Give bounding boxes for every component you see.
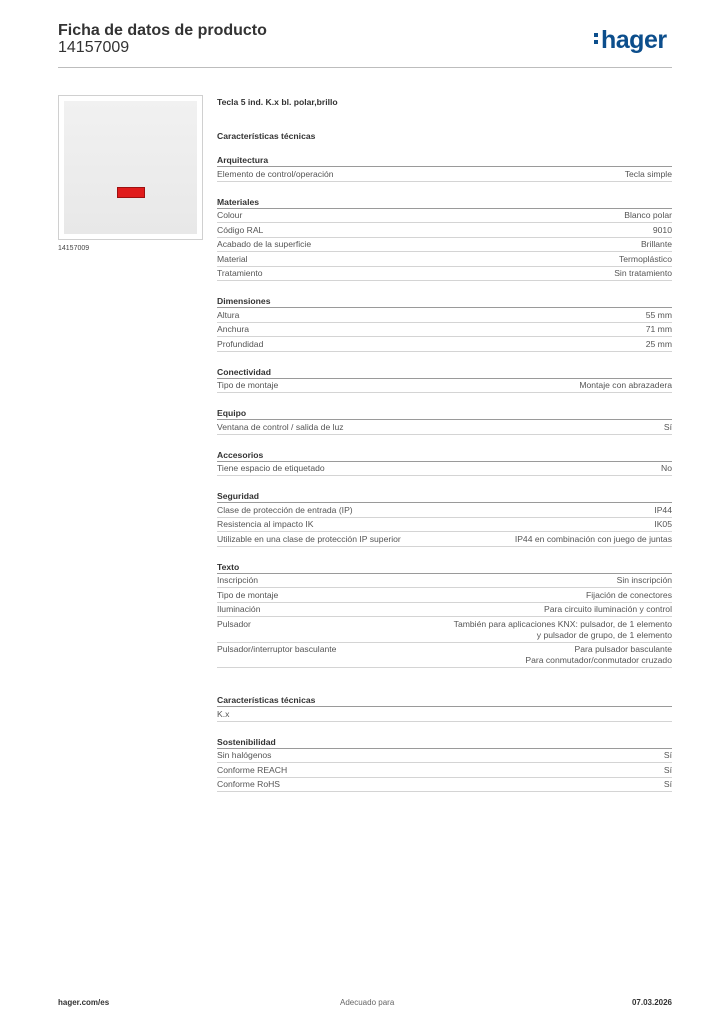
spec-value [654, 519, 672, 530]
spec-value-line: Para pulsador basculante [574, 644, 672, 654]
spec-value [454, 619, 672, 641]
spec-group [217, 736, 672, 793]
spec-value-line: Termoplástico [618, 253, 672, 264]
spec-value [614, 268, 672, 279]
spec-value [646, 339, 672, 350]
spec-value-line: Brillante [640, 239, 672, 249]
spec-label: Resistencia al impacto IK [217, 519, 314, 529]
spec-value-line: IP44 en combinación con juego de juntas [514, 533, 672, 544]
logo-dots-icon [594, 33, 599, 47]
spec-value-line: Montaje con abrazadera [579, 380, 672, 390]
spec-groups-secondary [217, 694, 672, 792]
spec-group [217, 366, 672, 394]
spec-group [217, 449, 672, 477]
spec-label: Pulsador [217, 618, 251, 629]
spec-group-title: Materiales [217, 196, 672, 209]
indicator-led-icon [117, 187, 145, 198]
spec-row [217, 643, 672, 669]
hager-logo: hager [594, 26, 667, 54]
spec-value-line: Fijación de conectores [586, 589, 672, 600]
spec-row [217, 252, 672, 267]
spec-group-title: Conectividad [217, 366, 672, 379]
spec-groups [217, 154, 672, 668]
spec-row [217, 588, 672, 603]
spec-value [617, 575, 672, 586]
spec-value [544, 604, 672, 615]
spec-row [217, 337, 672, 352]
spec-value [646, 310, 672, 321]
spec-value-line: 71 mm [645, 324, 672, 334]
spec-label: Material [217, 253, 248, 264]
spec-group-title: Seguridad [217, 490, 672, 503]
spec-value-line: También para aplicaciones KNX: pulsador, de 1 elemento [453, 618, 672, 629]
spec-value [625, 169, 672, 180]
spec-group-title: Dimensiones [217, 295, 672, 308]
spec-row [217, 462, 672, 477]
spec-label: Tipo de montaje [217, 589, 279, 600]
spec-label: Profundidad [217, 338, 264, 349]
spec-value [525, 644, 672, 666]
spec-value [653, 225, 672, 236]
spec-group-title: Arquitectura [217, 154, 672, 167]
spec-row [217, 617, 672, 643]
spec-label: Anchura [217, 324, 250, 334]
spec-content [217, 96, 672, 792]
spec-label: Pulsador/interruptor basculante [217, 644, 337, 654]
spec-value-line: IK05 [654, 519, 672, 529]
spec-value [624, 210, 672, 221]
spec-group [217, 490, 672, 547]
spec-label: Utilizable en una clase de protección IP superior [217, 533, 401, 544]
spec-row [217, 209, 672, 224]
spec-value-line: Sí [663, 750, 672, 760]
spec-value [664, 422, 672, 433]
spec-value-line: Tecla simple [624, 168, 672, 179]
footer-website: hager.com/es [58, 998, 110, 1007]
spec-group [217, 196, 672, 282]
spec-label: Altura [217, 309, 240, 320]
spec-label: K.x [217, 708, 230, 719]
spec-row [217, 238, 672, 253]
image-caption: 14157009 [58, 245, 90, 252]
spec-label: Tratamiento [217, 268, 263, 278]
spec-value [641, 239, 672, 250]
spec-group [217, 561, 672, 669]
spec-group-title: Sostenibilidad [217, 736, 672, 749]
spec-group [217, 154, 672, 182]
spec-value [515, 534, 672, 545]
spec-value-line: 25 mm [645, 338, 672, 349]
spec-row [217, 574, 672, 589]
spec-row [217, 223, 672, 238]
spec-value-line: Sin tratamiento [614, 268, 672, 278]
spec-group [217, 295, 672, 352]
footer-date: 07.03.2026 [631, 998, 672, 1007]
spec-value-line: Sí [663, 764, 672, 775]
spec-row [217, 267, 672, 282]
spec-value-line: Para conmutador/conmutador cruzado [525, 655, 672, 665]
spec-value [619, 254, 672, 265]
spec-label: Inscripción [217, 575, 259, 585]
spec-value [586, 590, 672, 601]
spec-label: Conforme REACH [217, 764, 288, 775]
switch-rocker [64, 101, 197, 234]
spec-value-line: 9010 [652, 224, 672, 235]
spec-group-title: Equipo [217, 407, 672, 420]
spec-row [217, 167, 672, 182]
spec-label: Elemento de control/operación [217, 168, 334, 179]
spec-label: Código RAL [217, 224, 264, 235]
spec-row [217, 532, 672, 547]
header-divider [58, 67, 672, 68]
page-title: Ficha de datos de producto [58, 22, 267, 39]
spec-label: Acabado de la superficie [217, 239, 312, 249]
spec-row [217, 420, 672, 435]
spec-label: Clase de protección de entrada (IP) [217, 504, 353, 515]
spec-label: Ventana de control / salida de luz [217, 421, 344, 432]
product-name: Tecla 5 ind. K.x bl. polar,brillo [217, 97, 338, 107]
spec-value-line: Blanco polar [624, 210, 672, 220]
spec-value [654, 505, 672, 516]
footer-suitable: Adecuado para [340, 998, 395, 1007]
spec-label: Conforme RoHS [217, 779, 281, 789]
spec-value-line: y pulsador de grupo, de 1 elemento [536, 629, 672, 640]
spec-value [664, 765, 672, 776]
spec-group-title: Accesorios [217, 449, 672, 462]
spec-label: Iluminación [217, 604, 261, 614]
spec-value-line: Para circuito iluminación y control [543, 604, 672, 614]
spec-row [217, 518, 672, 533]
spec-row [217, 763, 672, 778]
spec-row [217, 379, 672, 394]
spec-value-line: Sin inscripción [616, 575, 672, 585]
spec-value [661, 463, 672, 474]
spec-value [579, 380, 672, 391]
product-image [58, 95, 203, 240]
tech-characteristics-title: Características técnicas [217, 131, 316, 141]
spec-value-line: 55 mm [645, 309, 672, 320]
spec-value [664, 779, 672, 790]
spec-row [217, 603, 672, 618]
spec-group-title: Características técnicas [217, 694, 672, 707]
spec-value-line: No [661, 463, 672, 473]
spec-group [217, 407, 672, 435]
spec-row [217, 778, 672, 793]
spec-label: Sin halógenos [217, 750, 272, 760]
spec-group [217, 694, 672, 722]
spec-label: Colour [217, 210, 243, 220]
spec-value-line: Sí [663, 421, 672, 432]
spec-value [664, 750, 672, 761]
spec-row [217, 323, 672, 338]
spec-value [646, 324, 672, 335]
spec-label: Tiene espacio de etiquetado [217, 463, 325, 473]
spec-value-line: IP44 [654, 504, 672, 515]
spec-row [217, 707, 672, 722]
spec-row [217, 749, 672, 764]
spec-value-line: Sí [663, 779, 672, 789]
product-code: 14157009 [58, 39, 130, 56]
spec-row [217, 503, 672, 518]
spec-row [217, 308, 672, 323]
spec-group-title: Texto [217, 561, 672, 574]
spec-label: Tipo de montaje [217, 380, 279, 390]
